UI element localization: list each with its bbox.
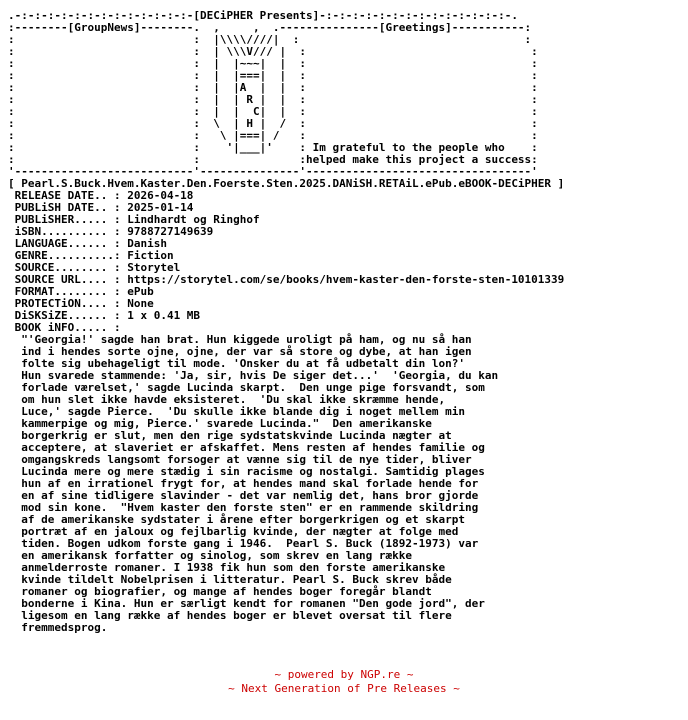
nfo-line: LANGUAGE...... : Danish xyxy=(8,237,167,250)
nfo-line: DiSKSiZE...... : 1 x 0.41 MB xyxy=(8,309,201,322)
nfo-line: : : :helped make this project a success: xyxy=(8,153,538,166)
nfo-line: "'Georgia!' sagde han brat. Hun kiggede uroligt på ham, og nu så han xyxy=(8,333,472,346)
footer xyxy=(0,668,688,696)
nfo-line: romaner og biografier, og mange af hendes boger foregår blandt xyxy=(8,585,432,598)
nfo-line: : : | |A | | : : xyxy=(8,81,538,94)
nfo-line: Lucinda mere og mere stædig i sin racisme og nostalgi. Samtidig plages xyxy=(8,465,485,478)
nfo-line: : : | |===| | : : xyxy=(8,69,538,82)
nfo-text-block xyxy=(8,10,564,634)
nfo-line: BOOK iNFO..... : xyxy=(8,321,121,334)
nfo-line: acceptere, at slaveriet er afskaffet. Mens resten af hendes familie og xyxy=(8,441,485,454)
nfo-line: : : \ |===| / : : xyxy=(8,129,538,142)
nfo-line: [ Pearl.S.Buck.Hvem.Kaster.Den.Foerste.Sten.2025.DANiSH.RETAiL.ePub.eBOOK-DECiPHER ] xyxy=(8,177,565,190)
nfo-line: en amerikansk forfatter og sinolog, som skrev en lang række xyxy=(8,549,412,562)
nfo-line: : : | \\\V/// | : : xyxy=(8,45,538,58)
nfo-line: anmelderroste romaner. I 1938 fik hun som den forste amerikanske xyxy=(8,561,446,574)
footer-tagline: ~ Next Generation of Pre Releases ~ xyxy=(228,682,460,695)
nfo-line: tiden. Bogen udkom forste gang i 1946. Pearl S. Buck (1892-1973) var xyxy=(8,537,479,550)
nfo-line: : : | | C| | : : xyxy=(8,105,538,118)
nfo-line: bonderne i Kina. Hun er særligt kendt for romanen "Den gode jord", der xyxy=(8,597,485,610)
nfo-line: en af sine tidligere slavinder - det var nemlig det, hans bror gjorde xyxy=(8,489,479,502)
nfo-line: Hun svarede stammende: 'Ja, sir, hvis De siger det...' 'Georgia, du kan xyxy=(8,369,499,382)
nfo-line: borgerkrig er slut, men den rige sydstatskvinde Lucinda nægter at xyxy=(8,429,452,442)
nfo-line: RELEASE DATE.. : 2026-04-18 xyxy=(8,189,194,202)
nfo-line: kvinde tildelt Nobelprisen i litteratur. Pearl S. Buck skrev både xyxy=(8,573,452,586)
nfo-line: : : |\\\\////| : : xyxy=(8,33,532,46)
nfo-line: ind i hendes sorte ojne, ojne, der var så store og dybe, at han igen xyxy=(8,345,472,358)
nfo-line: : : | |~~~| | : : xyxy=(8,57,538,70)
nfo-line: PUBLiSHER..... : Lindhardt og Ringhof xyxy=(8,213,260,226)
nfo-line: hun af en irrationel frygt for, at hendes mand skal forlade hende for xyxy=(8,477,479,490)
nfo-line: af de amerikanske sydstater i årene efter borgerkrigen og et skarpt xyxy=(8,513,465,526)
nfo-line: omgangskreds langsomt forsoger at vænne sig til de nye tider, bliver xyxy=(8,453,472,466)
nfo-line: portræt af en jaloux og fejlbarlig kvinde, der nægter at folge med xyxy=(8,525,459,538)
nfo-line: : : | | R | | : : xyxy=(8,93,538,106)
footer-powered-by: ~ powered by NGP.re ~ xyxy=(274,668,414,681)
nfo-line: .-:-:-:-:-:-:-:-:-:-:-:-:-:-[DECiPHER Presents]-:-:-:-:-:-:-:-:-:-:-:-:-:-:-. xyxy=(8,9,518,22)
nfo-line: GENRE..........: Fiction xyxy=(8,249,174,262)
nfo-line: : : '|___|' : Im grateful to the people who : xyxy=(8,141,538,154)
nfo-line: mod sin kone. "Hvem kaster den forste sten" er en rammende skildring xyxy=(8,501,479,514)
nfo-line: kammerpige og mig, Pierce.' svarede Lucinda." Den amerikanske xyxy=(8,417,432,430)
nfo-line: FORMAT........ : ePub xyxy=(8,285,154,298)
nfo-line: forlade værelset,' sagde Lucinda skarpt. Den unge pige forsvandt, som xyxy=(8,381,485,394)
nfo-line: SOURCE URL.... : https://storytel.com/se/books/hvem-kaster-den-forste-sten-10101339 xyxy=(8,273,565,286)
nfo-line: folte sig ubehageligt til mode. 'Onsker du at få udbetalt din lon?' xyxy=(8,357,465,370)
nfo-line: SOURCE........ : Storytel xyxy=(8,261,181,274)
nfo-line: iSBN.......... : 9788727149639 xyxy=(8,225,214,238)
nfo-line: Luce,' sagde Pierce. 'Du skulle ikke blande dig i noget mellem min xyxy=(8,405,465,418)
nfo-line: '---------------------------'---------------'----------------------------------' xyxy=(8,165,538,178)
nfo-line: ligesom en lang række af hendes boger er blevet oversat til flere xyxy=(8,609,452,622)
nfo-line: fremmedsprog. xyxy=(8,621,108,634)
nfo-line: PROTECTiON.... : None xyxy=(8,297,154,310)
nfo-line: om hun slet ikke havde eksisteret. 'Du skal ikke skræmme hende, xyxy=(8,393,446,406)
nfo-line: :--------[GroupNews]--------. , , .---------------[Greetings]-----------: xyxy=(8,21,532,34)
nfo-line: : : \ | H | / : : xyxy=(8,117,538,130)
nfo-line: PUBLiSH DATE.. : 2025-01-14 xyxy=(8,201,194,214)
